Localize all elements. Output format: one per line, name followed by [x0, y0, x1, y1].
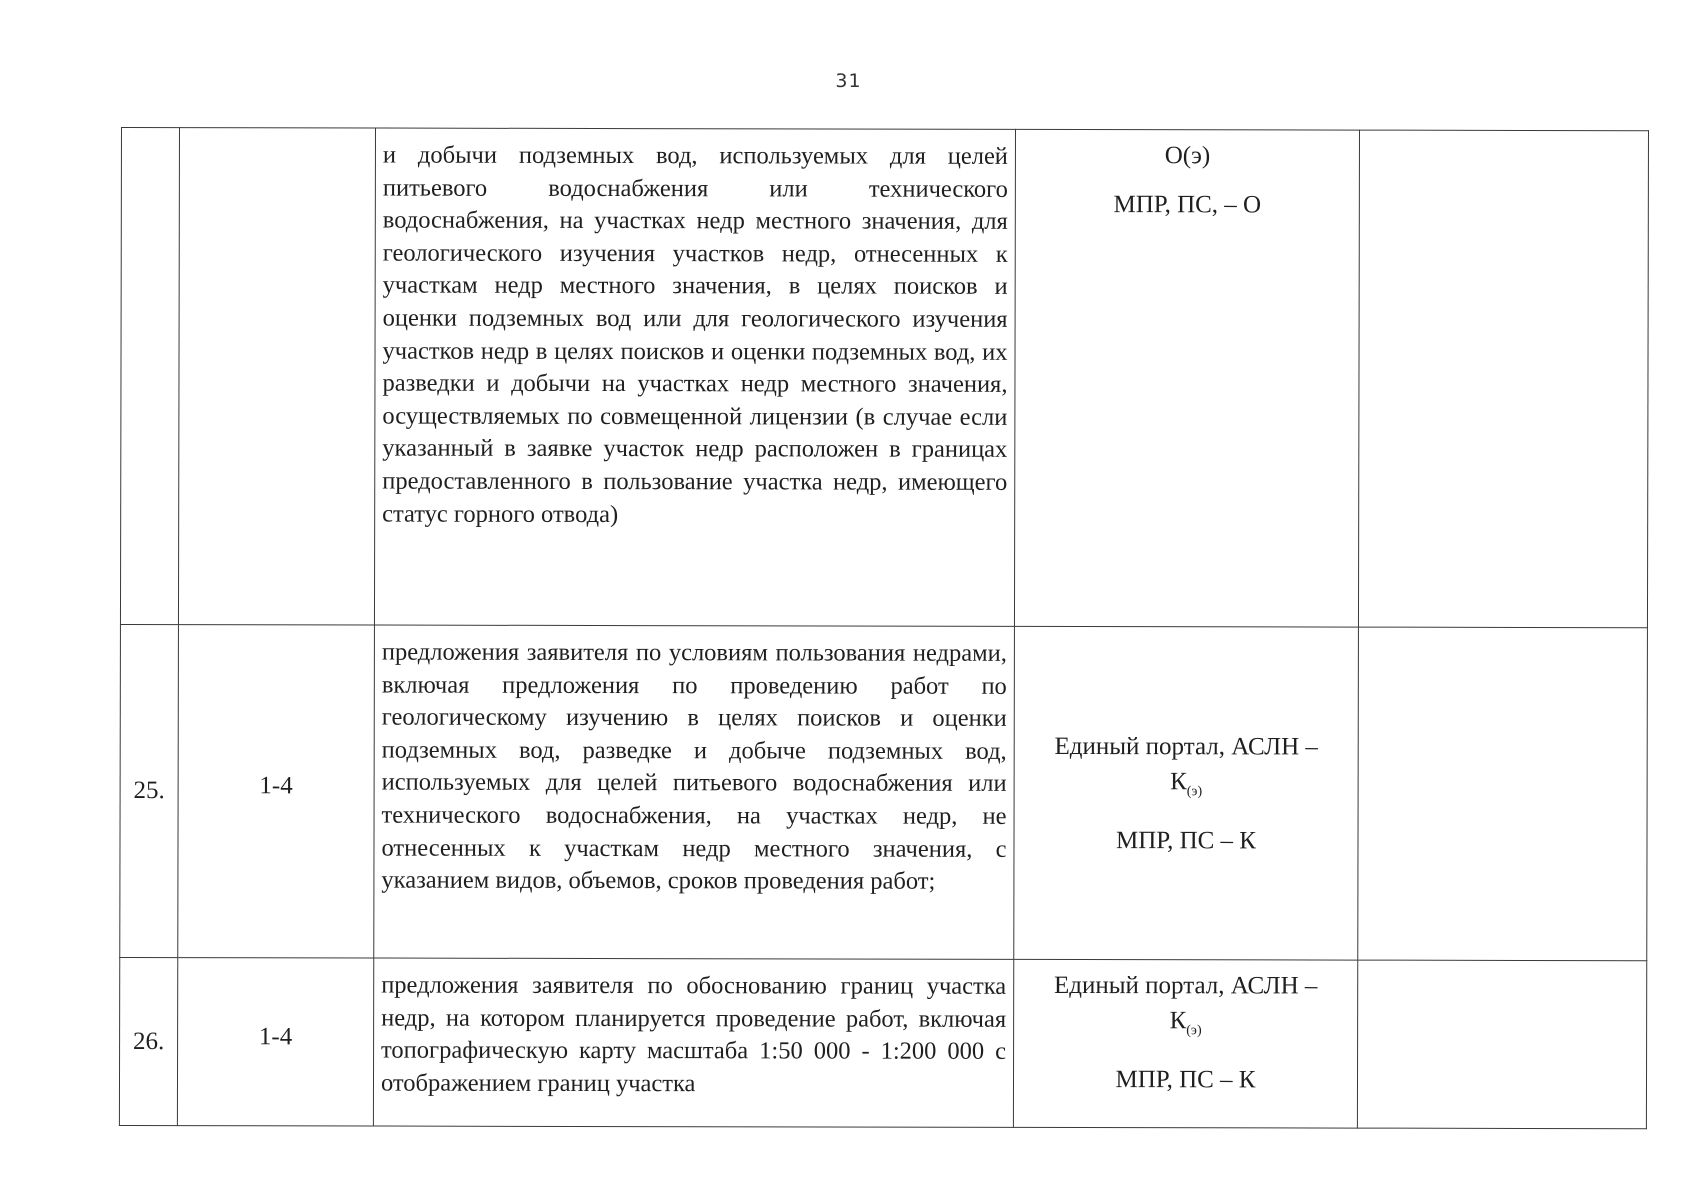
row-number-cell: [120, 128, 179, 625]
method-cell: [1014, 129, 1359, 627]
stages-cell: 1-4: [178, 625, 375, 958]
row-number-cell: 25.: [120, 624, 179, 957]
table-row: [120, 624, 1648, 960]
method-cell: [1013, 959, 1357, 1128]
method-k-sub: (э): [1186, 1023, 1202, 1039]
method-k: К: [1169, 1007, 1187, 1035]
note-cell: [1358, 627, 1648, 961]
description-cell: [374, 128, 1015, 626]
method-cell: [1014, 626, 1359, 960]
note-cell: [1358, 130, 1648, 628]
page-number: 31: [835, 70, 862, 92]
method-line-2: МПР, ПС – К: [1115, 826, 1257, 854]
table-row: [119, 957, 1646, 1128]
stages-cell: [178, 128, 375, 625]
table-row: [120, 128, 1648, 628]
method-k: К: [1170, 767, 1187, 795]
stages-cell: 1-4: [177, 958, 373, 1126]
description-text: предложения заявителя по условиям пользования недрами, включая предложения по проведению работ по геологическому изучению в целях поисков и оценки подземных вод, разведке и добыче подземных вод, используемых для целей питьевого водоснабжения или технического водоснабжения, на участках недр, не отнесенных к участкам недр местного значения, с указанием видов, объемов, сроков проведения работ;: [381, 638, 1007, 895]
method-line-1: О(э): [1164, 142, 1211, 170]
note-cell: [1357, 960, 1646, 1129]
method-line-2: МПР, ПС – К: [1115, 1066, 1256, 1094]
requirements-table: [119, 127, 1649, 1129]
row-number-cell: 26.: [119, 957, 177, 1125]
description-cell: [373, 958, 1013, 1127]
description-text: предложения заявителя по обоснованию границ участка недр, на котором планируется проведение работ, включая топографическую карту масштаба 1:50 000 - 1:200 000 с отображением границ участка: [380, 971, 1007, 1097]
method-line-2: МПР, ПС, – О: [1113, 191, 1262, 219]
method-k-sub: (э): [1186, 783, 1203, 799]
method-line-1: Единый портал, АСЛН –: [1053, 971, 1318, 1000]
description-text: и добычи подземных вод, используемых для целей питьевого водоснабжения или технического водоснабжения, на участках недр местного значения, для геологического изучения участков недр, отнесенных к участкам недр местного значения, в целях поисков и оценки подземных вод или для геологического изучения участков недр в целях поисков и оценки подземных вод, их разведки и добычи на участках недр местного значения, осуществляемых по совмещенной лицензии (в случае если указанный в заявке участок недр расположен в границах предоставленного в пользование участка недр, имеющего статус горного отвода): [382, 141, 1008, 528]
description-cell: [374, 625, 1015, 959]
method-line-1: Единый портал, АСЛН –: [1054, 732, 1318, 761]
